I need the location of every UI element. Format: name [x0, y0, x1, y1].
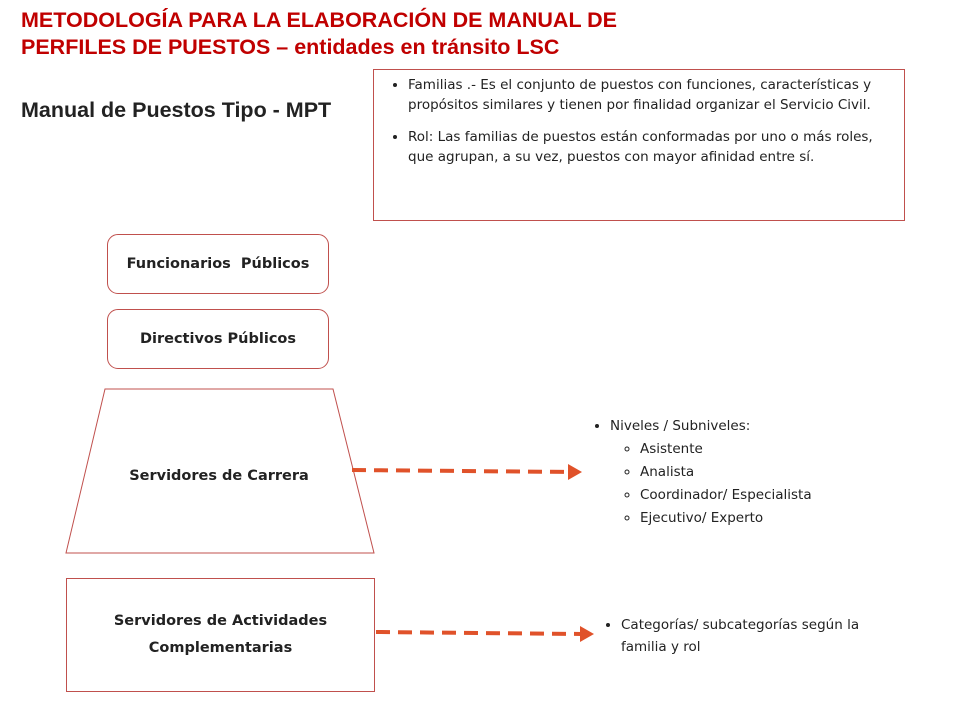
- page-subtitle: Manual de Puestos Tipo - MPT: [21, 98, 332, 122]
- servidores-actividades-label-2: Complementarias: [148, 640, 293, 656]
- levels-list-block: [592, 415, 812, 530]
- categories-list: [603, 614, 903, 658]
- servidores-carrera-label: Servidores de Carrera: [129, 468, 309, 484]
- carrera-arrow: [352, 470, 572, 472]
- levels-list: [592, 415, 812, 530]
- directivos-publicos-label: Directivos Públicos: [139, 331, 297, 347]
- funcionarios-publicos-label: Funcionarios Públicos: [126, 256, 310, 272]
- servidores-actividades-box: [66, 578, 375, 692]
- level-item: ◦ Ejecutivo/ Experto: [640, 507, 812, 530]
- definition-rol: • Rol: Las familias de puestos están conformadas por uno o más roles, que agrupan, a su vez, puestos con mayor afinidad entre sí.: [408, 127, 884, 167]
- title-line-2: PERFILES DE PUESTOS – entidades en tránsito LSC: [21, 35, 560, 59]
- servidores-actividades-label-1: Servidores de Actividades: [113, 613, 328, 629]
- actividades-arrowhead: [580, 626, 594, 642]
- level-item: ◦ Analista: [640, 461, 812, 484]
- actividades-arrow: [376, 632, 582, 634]
- title-line-1: METODOLOGÍA PARA LA ELABORACIÓN DE MANUAL DE: [21, 8, 618, 32]
- categories-item: • Categorías/ subcategorías según la familia y rol: [621, 614, 903, 658]
- definition-familias: • Familias .- Es el conjunto de puestos con funciones, características y propósitos similares y tienen por finalidad organizar el Servicio Civil.: [408, 75, 884, 115]
- levels-heading-text: Niveles / Subniveles:: [610, 418, 751, 434]
- categories-block: [603, 614, 903, 658]
- levels-sublist: [610, 438, 812, 530]
- levels-heading: [610, 415, 812, 530]
- level-item: ◦ Coordinador/ Especialista: [640, 484, 812, 507]
- carrera-arrowhead: [568, 464, 582, 480]
- level-item: ◦ Asistente: [640, 438, 812, 461]
